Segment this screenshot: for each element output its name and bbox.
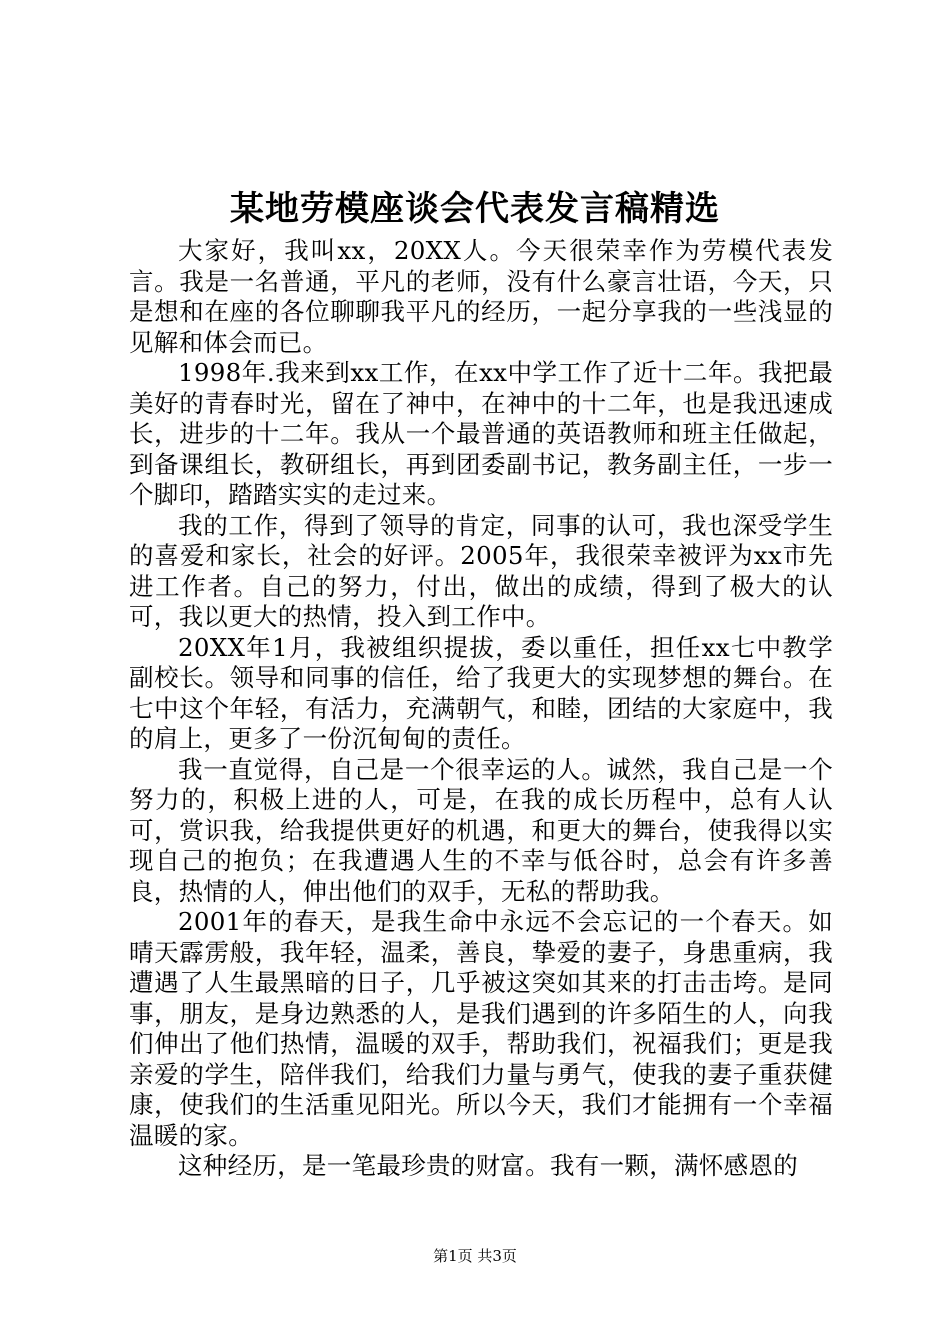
paragraph-1: 大家好，我叫xx，20XX人。今天很荣幸作为劳模代表发言。我是一名普通，平凡的老师，没有什么豪言壮语，今天，只是想和在座的各位聊聊我平凡的经历，一起分享我的一些浅显的见解和体会而已。 (129, 236, 833, 357)
paragraph-3: 我的工作，得到了领导的肯定，同事的认可，我也深受学生的喜爱和家长，社会的好评。2005年，我很荣幸被评为xx市先进工作者。自己的努力，付出，做出的成绩，得到了极大的认可，我以更大的热情，投入到工作中。 (129, 510, 833, 631)
document-body (129, 236, 833, 1182)
page-number-footer: 第1页 共3页 (433, 1247, 517, 1265)
paragraph-6: 2001年的春天，是我生命中永远不会忘记的一个春天。如晴天霹雳般，我年轻，温柔，善良，挚爱的妻子，身患重病，我遭遇了人生最黑暗的日子，几乎被这突如其来的打击击垮。是同事，朋友，是身边熟悉的人，是我们遇到的许多陌生的人，向我们伸出了他们热情，温暖的双手，帮助我们，祝福我们；更是我亲爱的学生，陪伴我们，给我们力量与勇气，使我的妻子重获健康，使我们的生活重见阳光。所以今天，我们才能拥有一个幸福温暖的家。 (129, 907, 833, 1150)
paragraph-2: 1998年.我来到xx工作，在xx中学工作了近十二年。我把最美好的青春时光，留在了神中，在神中的十二年，也是我迅速成长，进步的十二年。我从一个最普通的英语教师和班主任做起，到备课组长，教研组长，再到团委副书记，教务副主任，一步一个脚印，踏踏实实的走过来。 (129, 358, 833, 509)
document-title: 某地劳模座谈会代表发言稿精选 (230, 189, 720, 229)
paragraph-4: 20XX年1月，我被组织提拔，委以重任，担任xx七中教学副校长。领导和同事的信任，给了我更大的实现梦想的舞台。在七中这个年轻，有活力，充满朝气，和睦，团结的大家庭中，我的肩上，更多了一份沉甸甸的责任。 (129, 632, 833, 753)
paragraph-7: 这种经历，是一笔最珍贵的财富。我有一颗，满怀感恩的 (178, 1151, 798, 1180)
paragraph-5: 我一直觉得，自己是一个很幸运的人。诚然，我自己是一个努力的，积极上进的人，可是，在我的成长历程中，总有人认可，赏识我，给我提供更好的机遇，和更大的舞台，使我得以实现自己的抱负；在我遭遇人生的不幸与低谷时，总会有许多善良，热情的人，伸出他们的双手，无私的帮助我。 (129, 754, 833, 906)
